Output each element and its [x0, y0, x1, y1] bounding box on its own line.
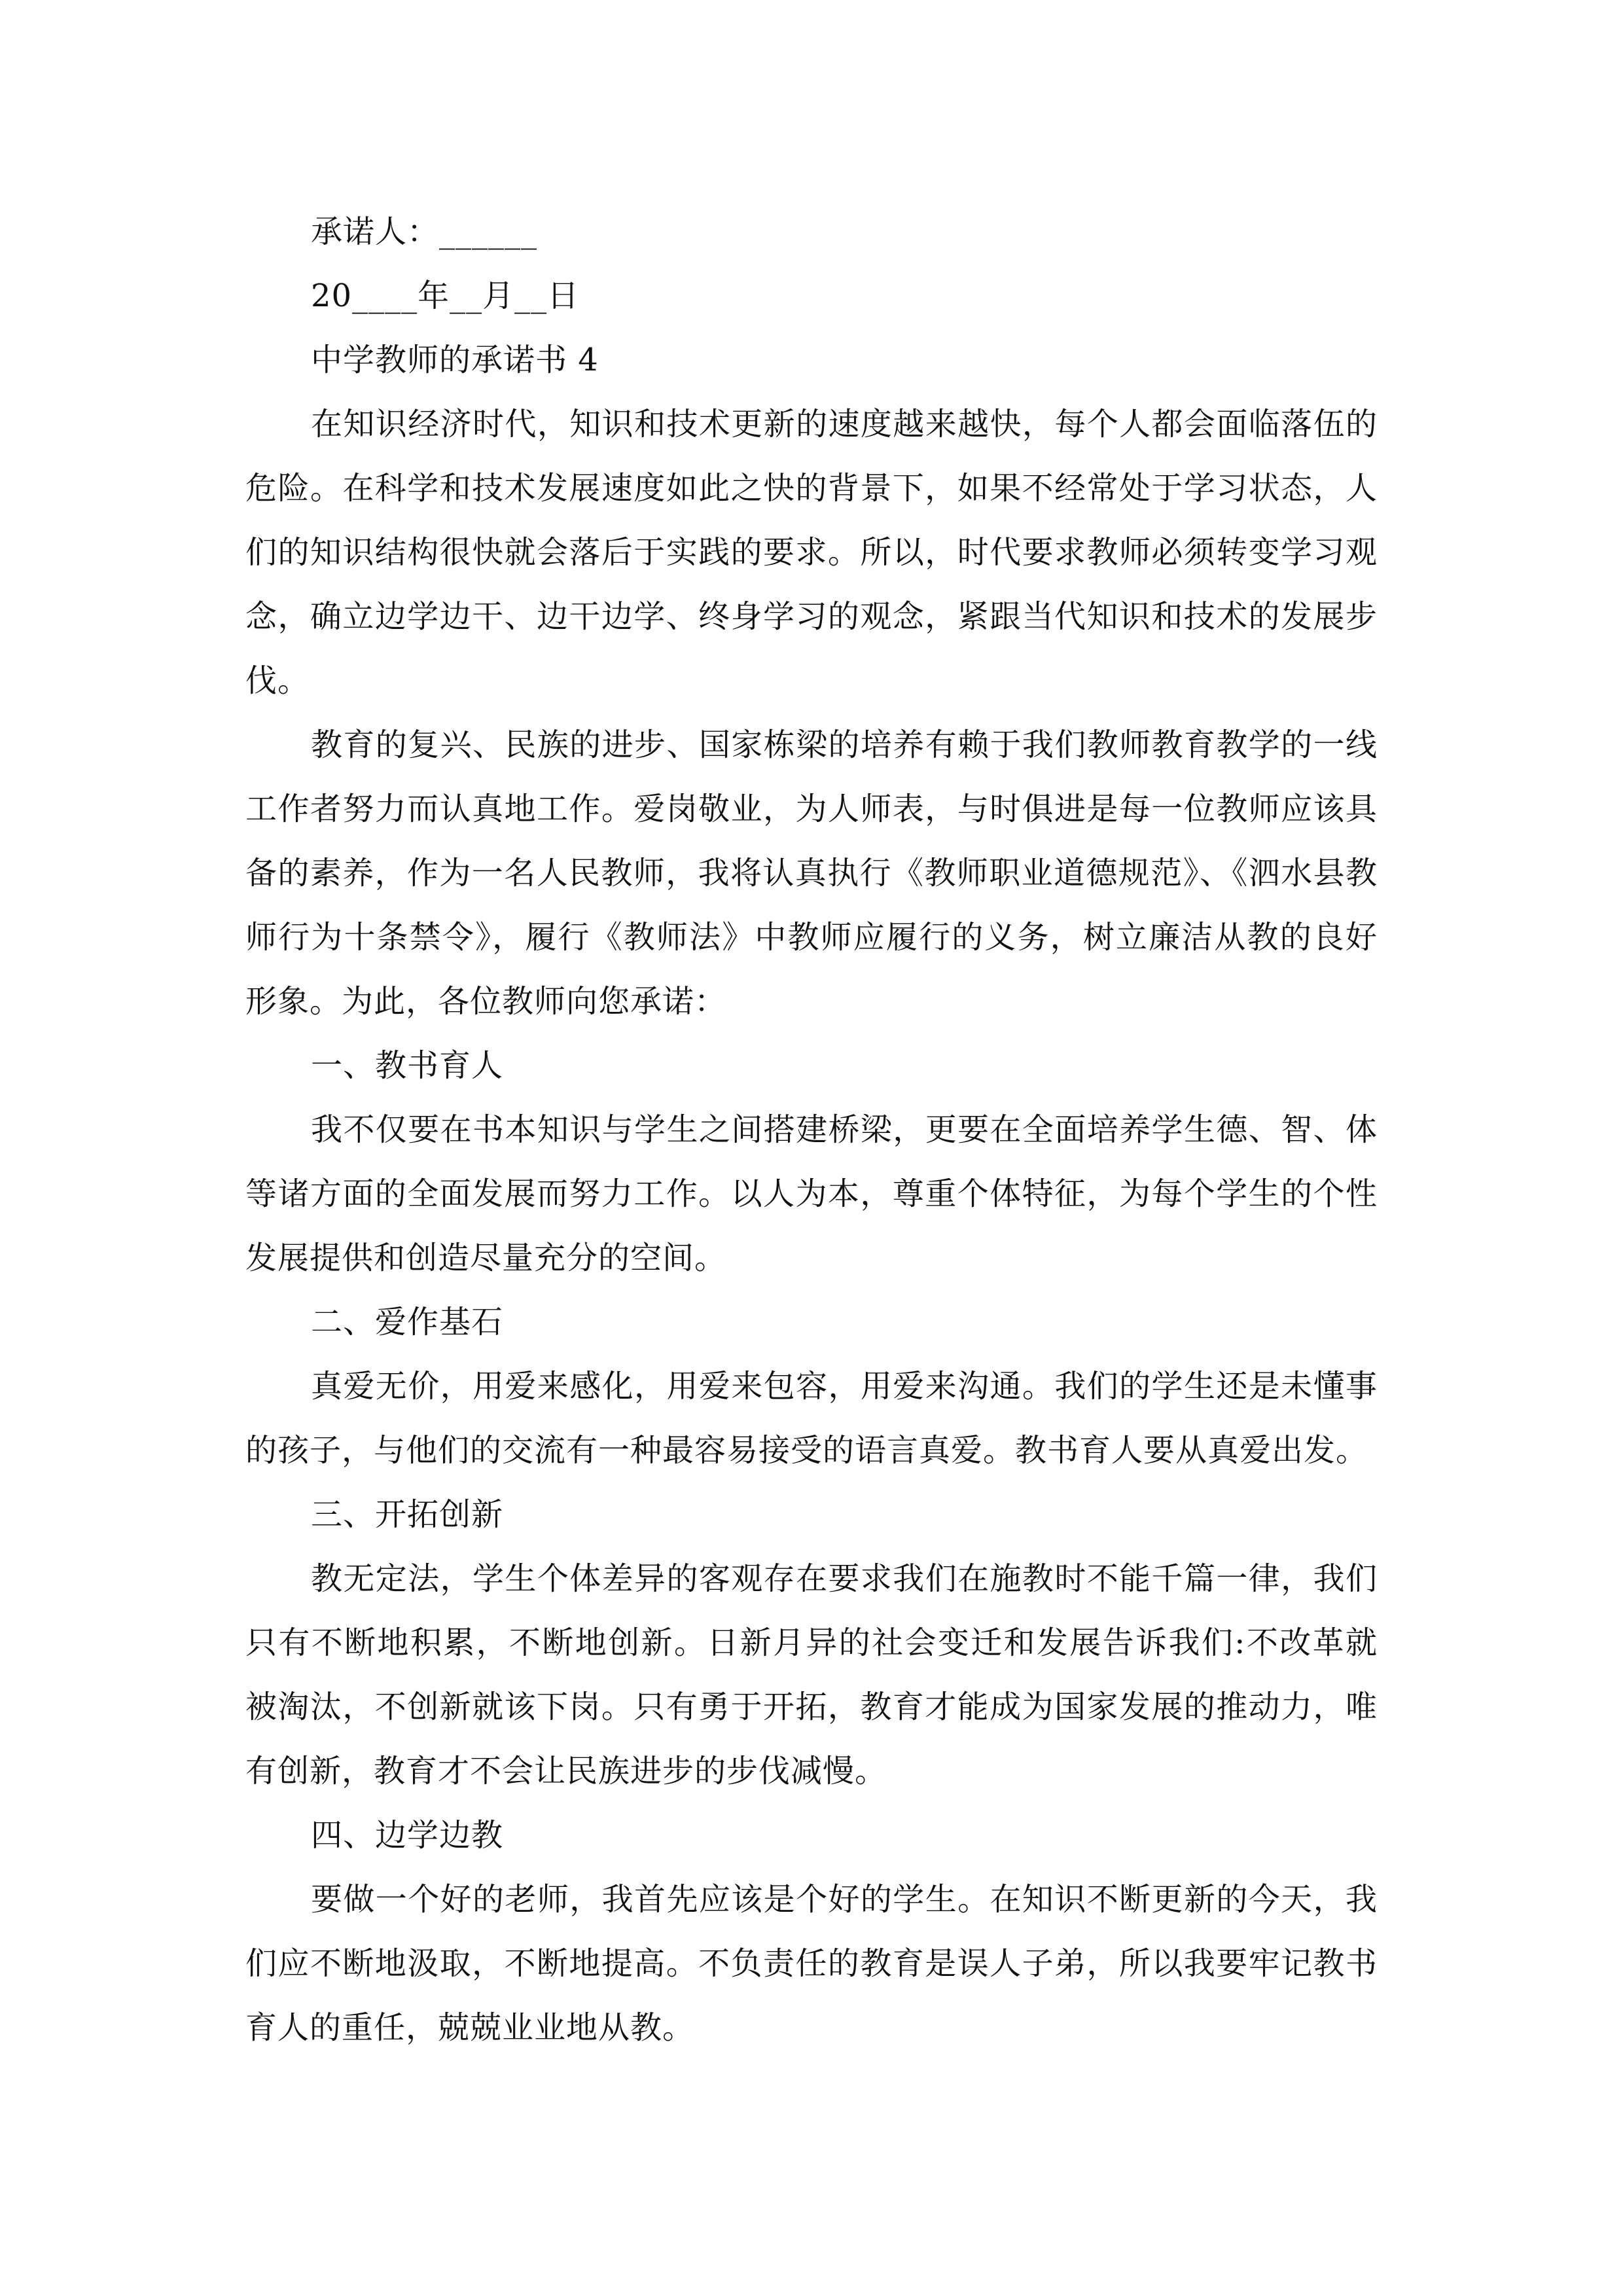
- intro-paragraph-1: 在知识经济时代，知识和技术更新的速度越来越快，每个人都会面临落伍的危险。在科学和技术发展速度如此之快的背景下，如果不经常处于学习状态，人们的知识结构很快就会落后于实践的要求。所以，时代要求教师必须转变学习观念，确立边学边干、边干边学、终身学习的观念，紧跟当代知识和技术的发展步伐。: [245, 406, 1378, 699]
- signature-line: 承诺人：______: [311, 213, 538, 250]
- section-body-1: 我不仅要在书本知识与学生之间搭建桥梁，更要在全面培养学生德、智、体等诸方面的全面发展而努力工作。以人为本，尊重个体特征，为每个学生的个性发展提供和创造尽量充分的空间。: [245, 1111, 1378, 1276]
- section-heading-3: 三、开拓创新: [311, 1496, 504, 1533]
- section-heading-2: 二、爱作基石: [311, 1304, 504, 1340]
- document-content: [245, 200, 1378, 2060]
- document-title: 中学教师的承诺书 4: [311, 342, 599, 378]
- intro-paragraph-2: 教育的复兴、民族的进步、国家栋梁的培养有赖于我们教师教育教学的一线工作者努力而认真地工作。爱岗敬业，为人师表，与时俱进是每一位教师应该具备的素养，作为一名人民教师，我将认真执行《教师职业道德规范》、《泗水县教师行为十条禁令》，履行《教师法》中教师应履行的义务，树立廉洁从教的良好形象。为此，各位教师向您承诺：: [245, 726, 1378, 1020]
- section-body-2: 真爱无价，用爱来感化，用爱来包容，用爱来沟通。我们的学生还是未懂事的孩子，与他们的交流有一种最容易接受的语言真爱。教书育人要从真爱出发。: [245, 1368, 1378, 1469]
- section-heading-1: 一、教书育人: [311, 1047, 504, 1084]
- section-body-4: 要做一个好的老师，我首先应该是个好的学生。在知识不断更新的今天，我们应不断地汲取，不断地提高。不负责任的教育是误人子弟，所以我要牢记教书育人的重任，兢兢业业地从教。: [245, 1881, 1378, 2046]
- signature-date: 20____年__月__日: [311, 278, 580, 314]
- section-body-3: 教无定法，学生个体差异的客观存在要求我们在施教时不能千篇一律，我们只有不断地积累，不断地创新。日新月异的社会变迁和发展告诉我们:不改革就被淘汰，不创新就该下岗。只有勇于开拓，教育才能成为国家发展的推动力，唯有创新，教育才不会让民族进步的步伐减慢。: [245, 1560, 1378, 1789]
- section-heading-4: 四、边学边教: [311, 1817, 504, 1854]
